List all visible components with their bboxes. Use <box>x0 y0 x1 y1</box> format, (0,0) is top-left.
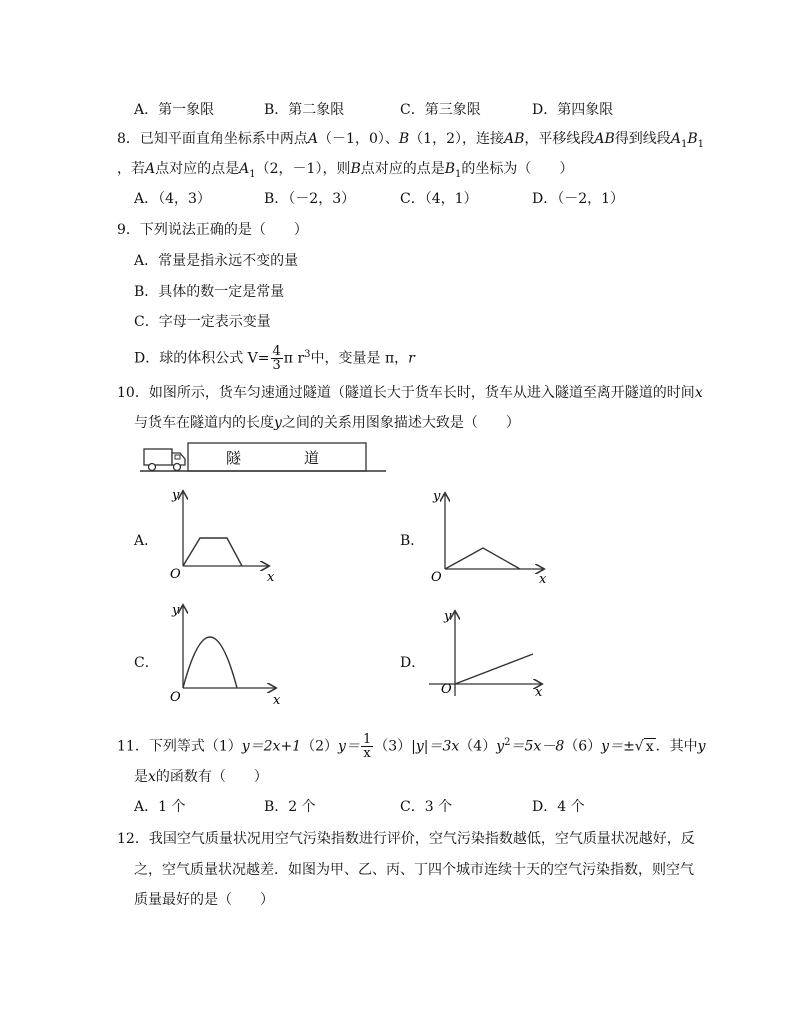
y-label: y <box>172 488 180 503</box>
q12-stem-line1: 12．我国空气质量状况用空气污染指数进行评价，空气污染指数越低，空气质量状况越好，反 <box>117 831 695 847</box>
q10-stem-line1: 10．如图所示，货车匀速通过隧道（隧道长大于货车长时，货车从进入隧道至离开隧道的时间x <box>117 385 703 401</box>
q10-stem-line2: 与货车在隧道内的长度y之间的关系用图象描述大致是（ ） <box>134 415 520 431</box>
q11-option-a: A．1 个 <box>134 799 186 815</box>
q11-stem-line2: 是x的函数有（ ） <box>134 769 268 785</box>
q11-stem-line1: 11．下列等式（1）y＝2x+1（2）y＝ $\frac{1}{x}$ $(3)|y|=3x(4)y^2=5x-8(6)y=\pm√$ x ．其中y <box>117 732 706 762</box>
q9-option-c: C．字母一定表示变量 <box>134 314 271 330</box>
graph-d-curve <box>455 654 533 684</box>
q10-label-a: A． <box>134 533 159 549</box>
q12-stem-line3: 质量最好的是（ ） <box>134 892 274 908</box>
q8-stem-line2: ，若A点对应的点是$A_1(2$，－1），则B点对应的点是$B_1$的坐标为（ ） <box>117 161 574 180</box>
x-label: x <box>535 685 543 700</box>
tunnel-label-1: 隧 <box>226 449 242 467</box>
tunnel-illustration <box>140 440 390 476</box>
graph-c-curve <box>183 637 237 688</box>
q7-option-c: C．第三象限 <box>400 102 481 118</box>
q8-option-c: C．（4，1） <box>400 191 478 207</box>
q7-option-b: B．第二象限 <box>264 102 345 118</box>
q11-option-b: B．2 个 <box>264 799 316 815</box>
truck-icon <box>144 449 185 471</box>
origin-label: O <box>441 682 452 697</box>
tunnel-label-2: 道 <box>304 449 320 467</box>
graph-a-curve <box>183 538 242 566</box>
sqrt-icon: √ <box>634 738 644 755</box>
q10-label-d: D． <box>400 655 426 671</box>
x-label: x <box>273 693 281 708</box>
q7-option-a: A．第一象限 <box>134 102 215 118</box>
y-label: y <box>172 603 180 618</box>
graph-b-curve <box>445 548 520 569</box>
x-label: x <box>267 570 275 584</box>
q8-option-a: A．（4，3） <box>134 191 211 207</box>
q10-label-c: C． <box>134 655 159 671</box>
q11-option-c: C．3 个 <box>400 799 453 815</box>
q8-option-d: D．（－2，1） <box>532 191 625 207</box>
q8-option-b: B．（－2，3） <box>264 191 356 207</box>
origin-label: O <box>431 570 442 585</box>
graph-c <box>150 600 285 708</box>
graph-d <box>415 604 555 704</box>
q12-stem-line2: 之，空气质量状况越差．如图为甲、乙、丙、丁四个城市连续十天的空气污染指数，则空气 <box>134 862 694 878</box>
q9-option-d: D．球的体积公式 V= $\frac{4}{3}$ π $r^3$中，变量是 π，r <box>134 344 415 374</box>
q10-label-b: B． <box>400 533 425 549</box>
q9-option-a: A．常量是指永远不变的量 <box>134 253 299 269</box>
x-label: x <box>539 572 547 587</box>
graph-a <box>150 484 285 584</box>
origin-label: O <box>170 690 181 705</box>
one-over-x-fraction: $\frac{1}{x}$ <box>362 732 372 762</box>
origin-label: O <box>170 567 181 582</box>
q8-stem-line1: 8．已知平面直角坐标系中两点A（－1，0）、B（1，2），连接AB，平移线段AB得到线段$A_1B_1$ <box>117 131 704 150</box>
q9-option-b: B．具体的数一定是常量 <box>134 284 285 300</box>
graph-b <box>415 484 555 588</box>
tunnel-box <box>188 443 366 471</box>
y-label: y <box>444 609 452 624</box>
volume-fraction: $\frac{4}{3}$ <box>272 344 281 374</box>
q9-stem: 9．下列说法正确的是（ ） <box>117 222 308 238</box>
q7-option-d: D．第四象限 <box>532 102 614 118</box>
q11-option-d: D．4 个 <box>532 799 585 815</box>
y-label: y <box>433 489 441 504</box>
